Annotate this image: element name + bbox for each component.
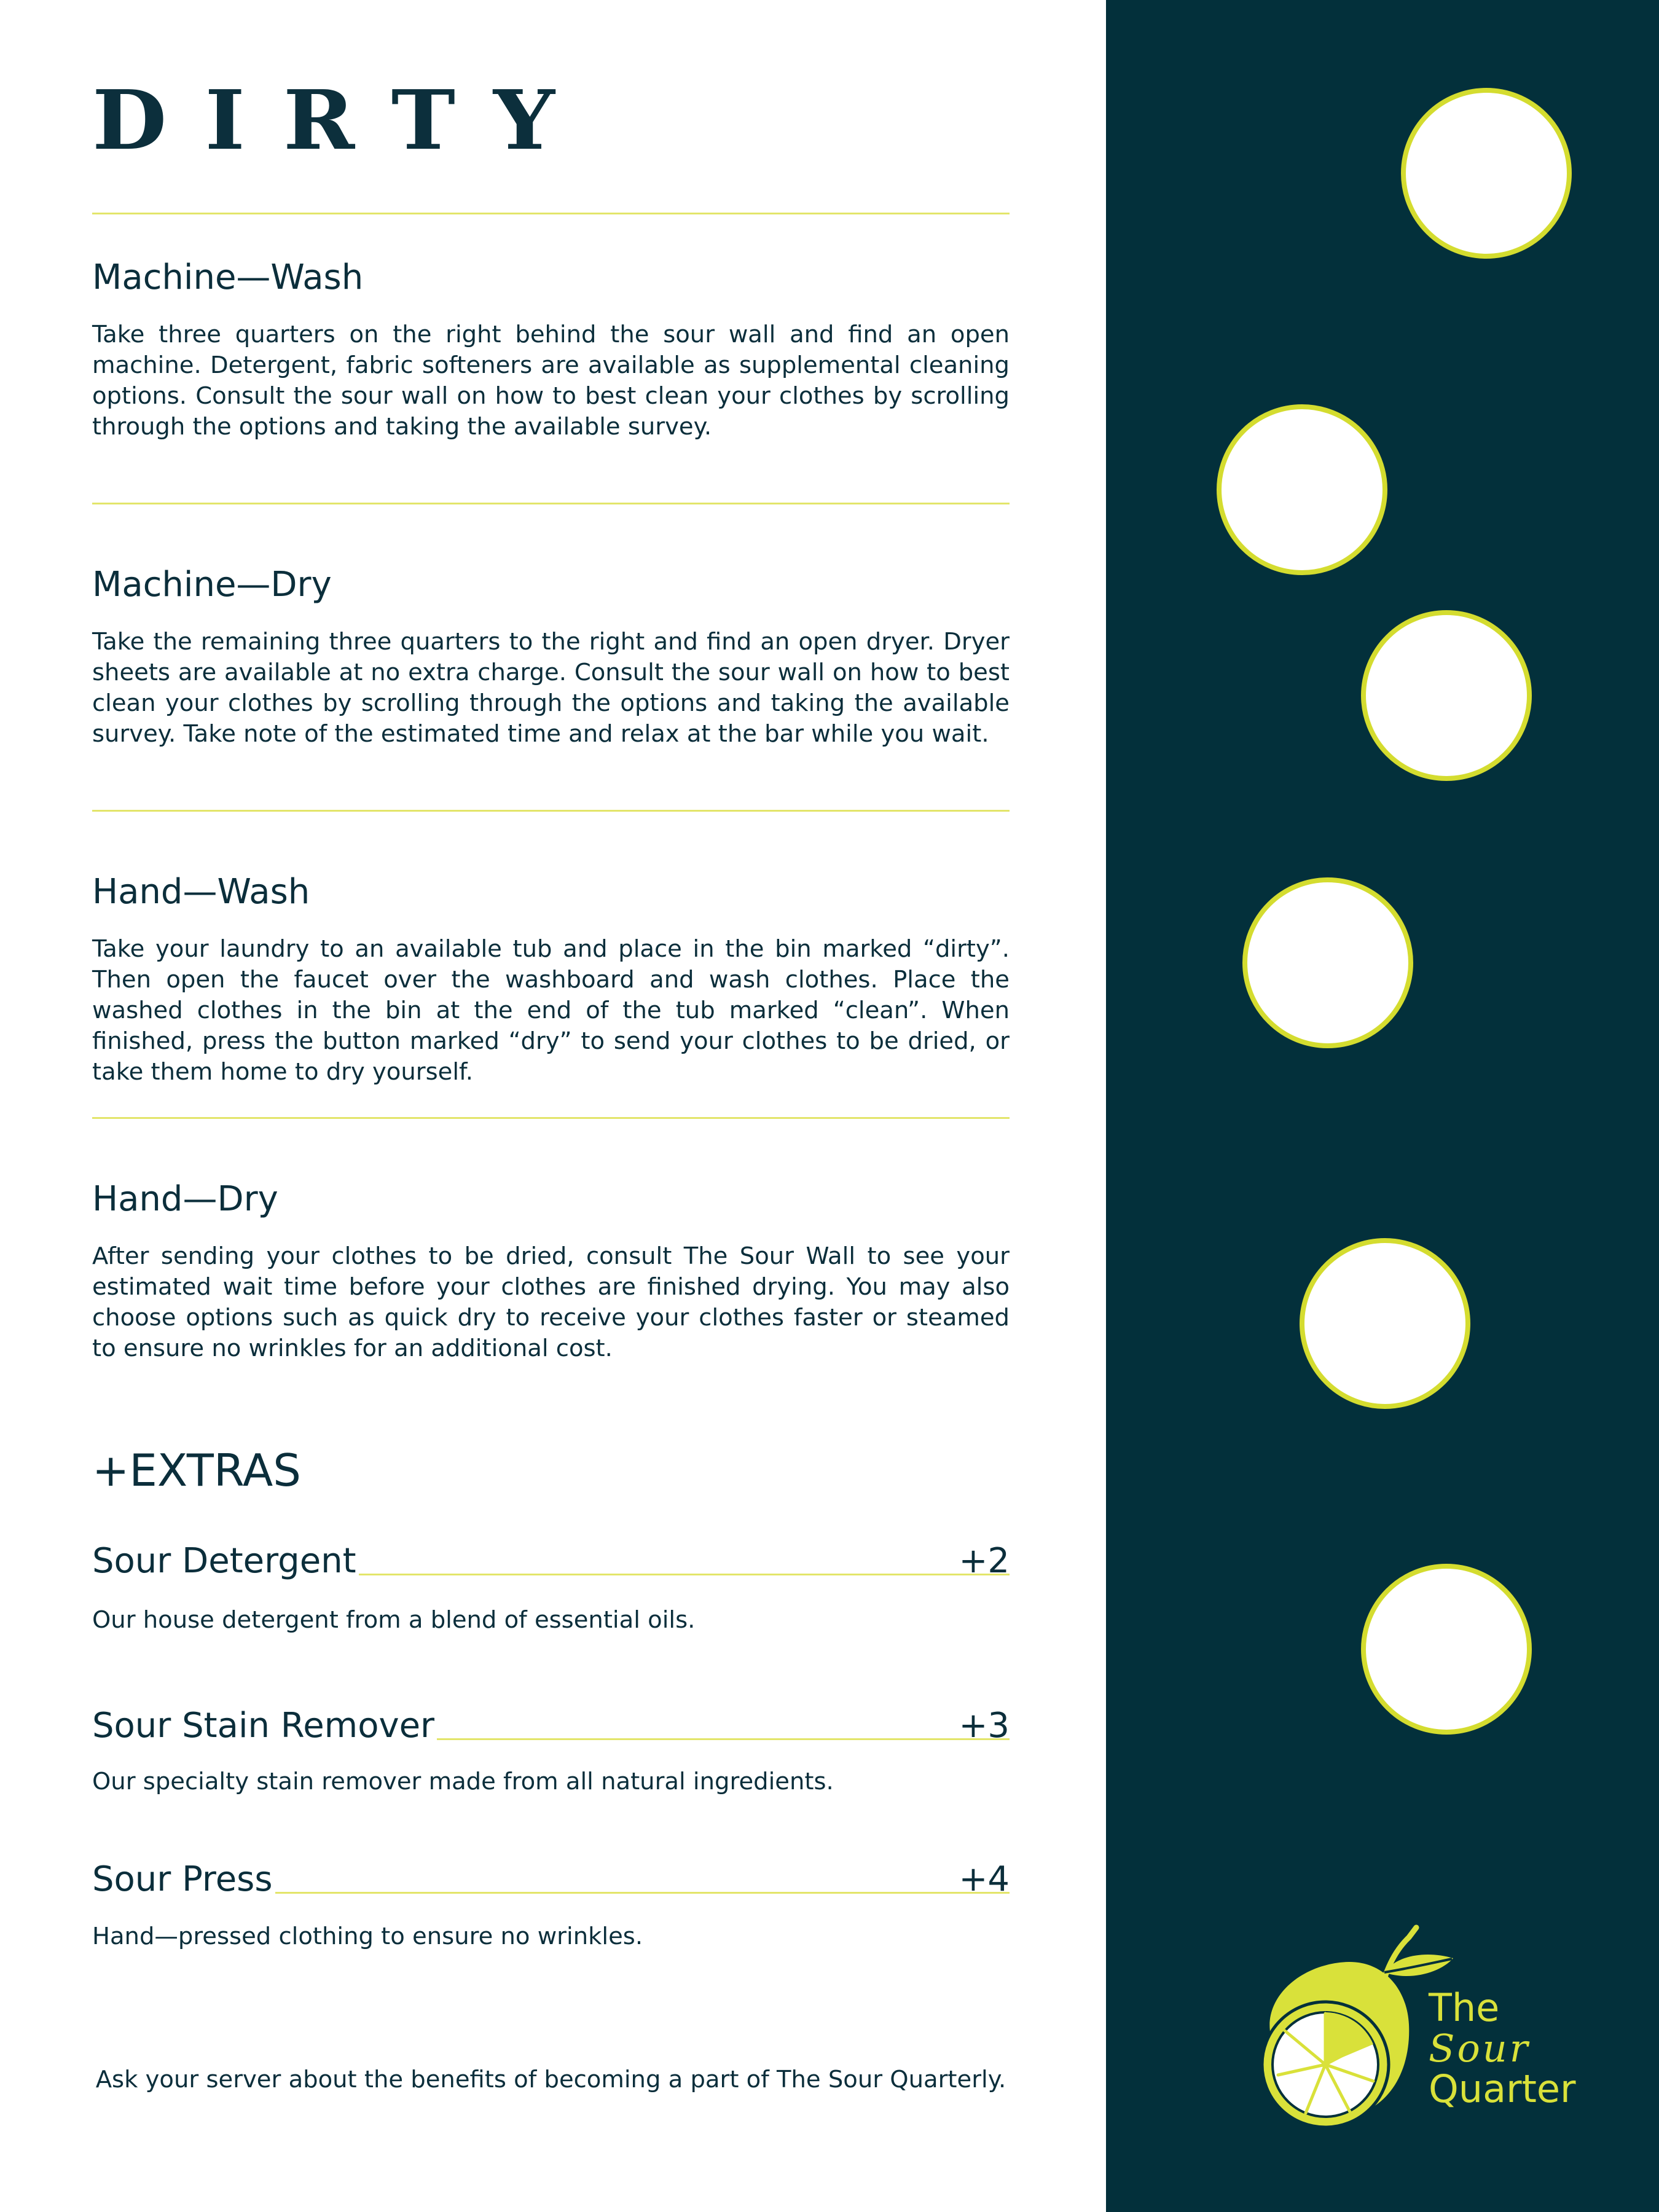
extra-item-sour-stain-remover [92,1701,1010,1750]
section-body-hand-wash: Take your laundry to an available tub and place in the bin marked “dirty”. Then open the faucet over the washboard and wash clothes. Place the washed clothes in the bin at the end of the tub marked “clean”. When finished, press the button marked “dry” to send your clothes to be dried, or take them home to dry yourself. [92,935,1010,1086]
extra-item-price: +3 [959,1706,1010,1746]
page-title: DIRTY [92,73,593,169]
section-body-hand-dry: After sending your clothes to be dried, consult The Sour Wall to see your estimated wait time before your clothes are finished drying. You may also choose options such as quick dry to receive your clothes faster or steamed to ensure no wrinkles for an additional cost. [92,1242,1010,1362]
extra-item-description: Our house detergent from a blend of essential oils. [92,1606,696,1634]
divider [92,1117,1010,1119]
brand-name-line-2: Sour [1429,2026,1531,2071]
extra-item-description: Hand—pressed clothing to ensure no wrinkles. [92,1923,643,1950]
footer-note: Ask your server about the benefits of becoming a part of The Sour Quarterly. [95,2066,1006,2093]
extra-item-sour-press [92,1854,1010,1904]
extra-item-price: +4 [959,1859,1010,1900]
circle-decoration [1242,877,1413,1048]
decorative-panel [1106,0,1659,2212]
circle-decoration [1361,1564,1532,1735]
section-title-hand-wash: Hand—Wash [92,872,310,912]
section-body-machine-dry: Take the remaining three quarters to the right and find an open dryer. Dryer sheets are available at no extra charge. Consult the sour wall on how to best clean your clothes by scrolling through the options and taking the available survey. Take note of the estimated time and relax at the bar while you wait. [92,628,1010,748]
brand-name [1429,1985,1576,2111]
extra-item-description: Our specialty stain remover made from all natural ingredients. [92,1768,834,1795]
section-title-hand-dry: Hand—Dry [92,1179,278,1219]
divider [92,213,1010,214]
extra-item-name: Sour Stain Remover [92,1707,437,1745]
circle-decoration [1300,1238,1470,1409]
circle-decoration [1217,404,1387,575]
extra-item-sour-detergent [92,1536,1010,1585]
divider [92,503,1010,504]
extra-item-name: Sour Detergent [92,1542,359,1580]
section-title-machine-dry: Machine—Dry [92,565,332,605]
brand-name-line-1: The [1429,1985,1500,2030]
extras-heading: +EXTRAS [92,1445,301,1496]
circle-decoration [1361,610,1532,781]
divider [92,810,1010,812]
section-body-machine-wash: Take three quarters on the right behind the sour wall and find an open machine. Detergent, fabric softeners are available as supplemental cleaning options. Consult the sour wall on how to best clean your clothes by scrolling through the options and taking the available survey. [92,321,1010,441]
brand-name-line-3: Quarter [1429,2066,1576,2111]
section-title-machine-wash: Machine—Wash [92,257,364,297]
extra-item-price: +2 [959,1541,1010,1582]
circle-decoration [1401,88,1572,259]
extra-item-name: Sour Press [92,1861,275,1899]
